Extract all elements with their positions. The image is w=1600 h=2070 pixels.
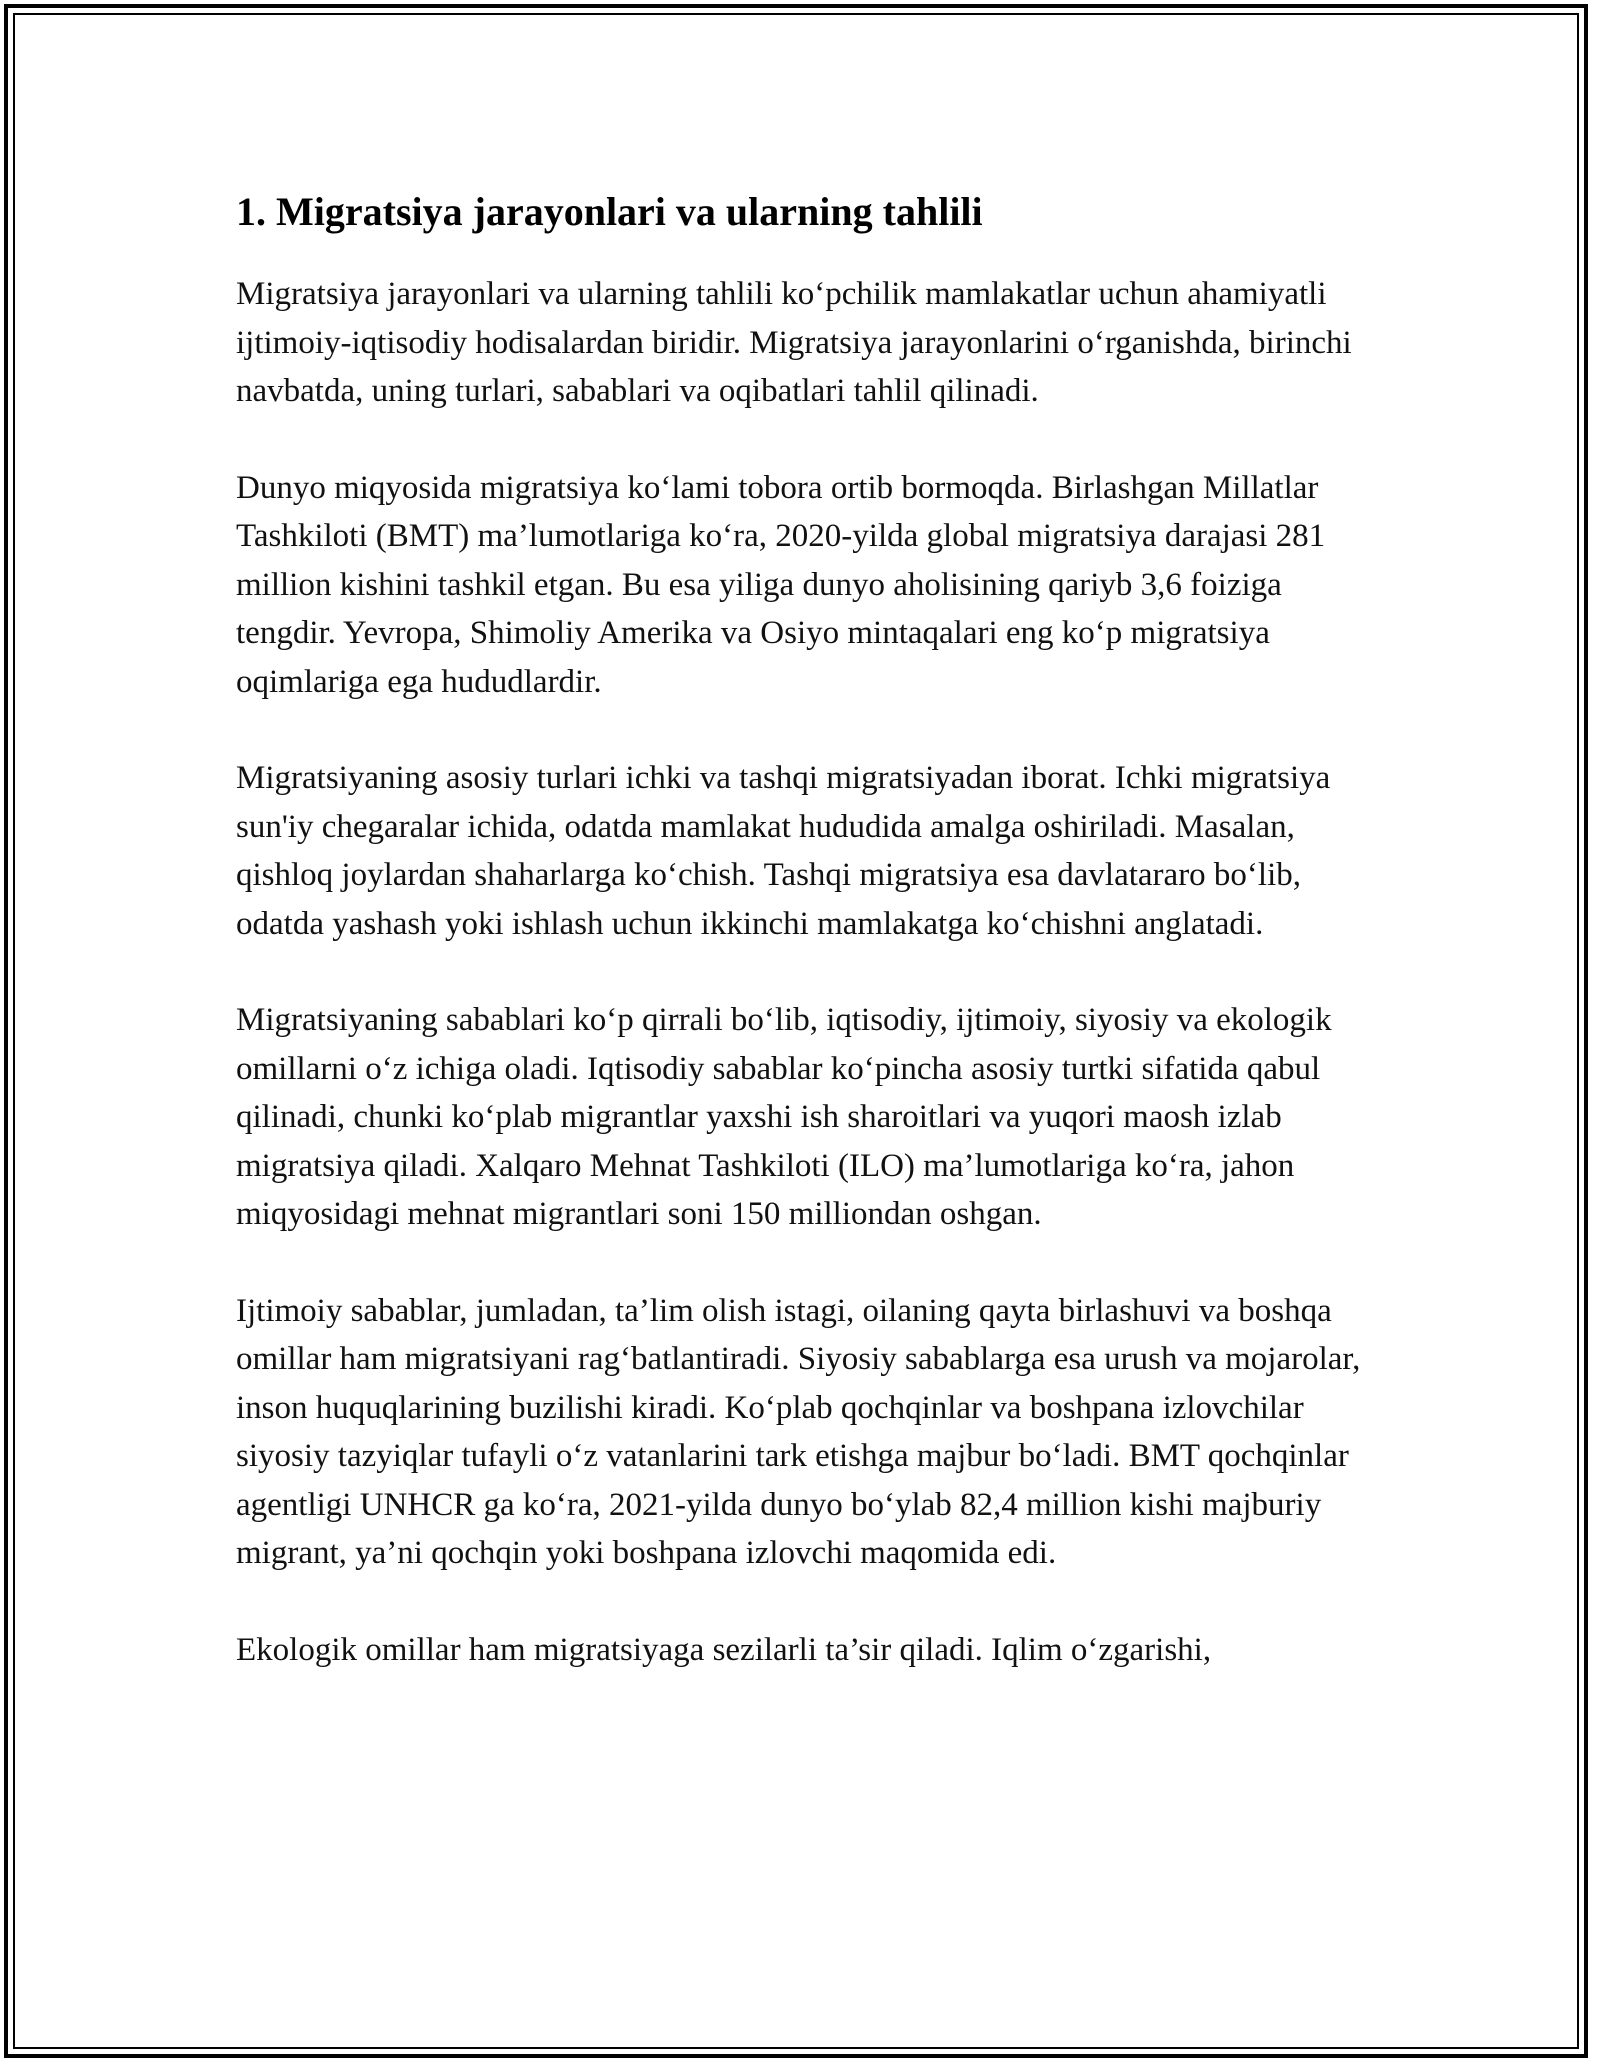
paragraph-economic-causes: Migratsiyaning sabablari ko‘p qirrali bo‘lib, iqtisodiy, ijtimoiy, siyosiy va ekologik omillarni o‘z ichiga oladi. Iqtisodiy sabablar ko‘pincha asosiy turtki sifatida qabul qilinadi, chunki ko‘plab migrantlar yaxshi ish sharoitlari va yuqori maosh izlab migratsiya qiladi. Xalqaro Mehnat Tashkiloti (ILO) ma’lumotlariga ko‘ra, jahon miqyosidagi mehnat migrantlari soni 150 milliondan oshgan.	[236, 1002, 1332, 1232]
document-body	[236, 184, 1366, 1722]
section-heading: 1. Migratsiya jarayonlari va ularning tahlili	[236, 189, 983, 234]
paragraph-migration-types: Migratsiyaning asosiy turlari ichki va tashqi migratsiyadan iborat. Ichki migratsiya sun'iy chegaralar ichida, odatda mamlakat hududida amalga oshiriladi. Masalan, qishloq joylardan shaharlarga ko‘chish. Tashqi migratsiya esa davlatararo bo‘lib, odatda yashash yoki ishlash uchun ikkinchi mamlakatga ko‘chishni anglatadi.	[236, 760, 1331, 942]
paragraph-ecological-factors: Ekologik omillar ham migratsiyaga sezilarli ta’sir qiladi. Iqlim o‘zgarishi,	[236, 1631, 1212, 1668]
paragraph-intro: Migratsiya jarayonlari va ularning tahlili ko‘pchilik mamlakatlar uchun ahamiyatli ijtimoiy-iqtisodiy hodisalardan biridir. Migratsiya jarayonlarini o‘rganishda, birinchi navbatda, uning turlari, sabablari va oqibatlari tahlil qilinadi.	[236, 276, 1352, 409]
paragraph-global-scale: Dunyo miqyosida migratsiya ko‘lami tobora ortib bormoqda. Birlashgan Millatlar Tashkiloti (BMT) ma’lumotlariga ko‘ra, 2020-yilda global migratsiya darajasi 281 million kishini tashkil etgan. Bu esa yiliga dunyo aholisining qariyb 3,6 foiziga tengdir. Yevropa, Shimoliy Amerika va Osiyo mintaqalari eng ko‘p migratsiya oqimlariga ega hududlardir.	[236, 469, 1326, 700]
paragraph-social-political-causes: Ijtimoiy sabablar, jumladan, ta’lim olish istagi, oilaning qayta birlashuvi va boshqa omillar ham migratsiyani rag‘batlantiradi. Siyosiy sabablarga esa urush va mojarolar, inson huquqlarining buzilishi kiradi. Ko‘plab qochqinlar va boshpana izlovchilar siyosiy tazyiqlar tufayli o‘z vatanlarini tark etishga majbur bo‘ladi. BMT qochqinlar agentligi UNHCR ga ko‘ra, 2021-yilda dunyo bo‘ylab 82,4 million kishi majburiy migrant, ya’ni qochqin yoki boshpana izlovchi maqomida edi.	[236, 1292, 1361, 1571]
